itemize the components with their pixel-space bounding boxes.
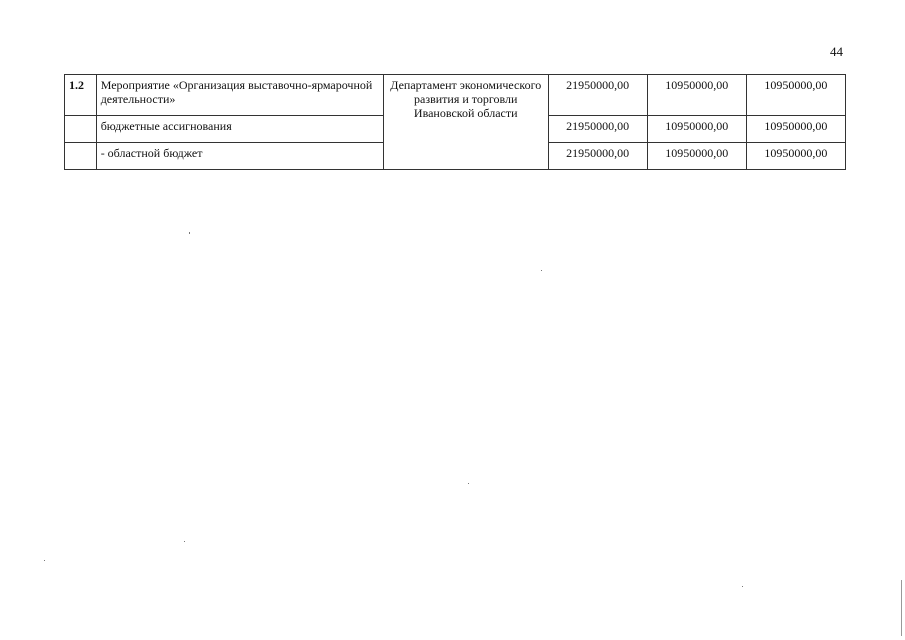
table-row — [65, 75, 846, 116]
scan-speck — [184, 541, 185, 542]
value-total: 21950000,00 — [548, 116, 647, 143]
department-cell: Департамент экономического развития и торговли Ивановской области — [383, 75, 548, 170]
scan-speck — [541, 270, 542, 271]
activity-name: бюджетные ассигнования — [96, 116, 383, 143]
scan-speck — [742, 586, 743, 587]
value-year-1: 10950000,00 — [647, 116, 746, 143]
scan-speck — [44, 560, 45, 561]
budget-table — [64, 74, 846, 170]
row-number: 1.2 — [65, 75, 97, 116]
value-total: 21950000,00 — [548, 143, 647, 170]
activity-name: - областной бюджет — [96, 143, 383, 170]
value-year-2: 10950000,00 — [746, 75, 845, 116]
activity-name: Мероприятие «Организация выставочно-ярмарочной деятельности» — [96, 75, 383, 116]
scan-speck — [189, 232, 190, 234]
scan-edge-line — [901, 580, 902, 636]
value-year-1: 10950000,00 — [647, 75, 746, 116]
value-total: 21950000,00 — [548, 75, 647, 116]
value-year-1: 10950000,00 — [647, 143, 746, 170]
value-year-2: 10950000,00 — [746, 116, 845, 143]
row-number — [65, 116, 97, 143]
value-year-2: 10950000,00 — [746, 143, 845, 170]
page-number: 44 — [830, 44, 843, 59]
row-number — [65, 143, 97, 170]
scan-speck — [468, 483, 469, 484]
